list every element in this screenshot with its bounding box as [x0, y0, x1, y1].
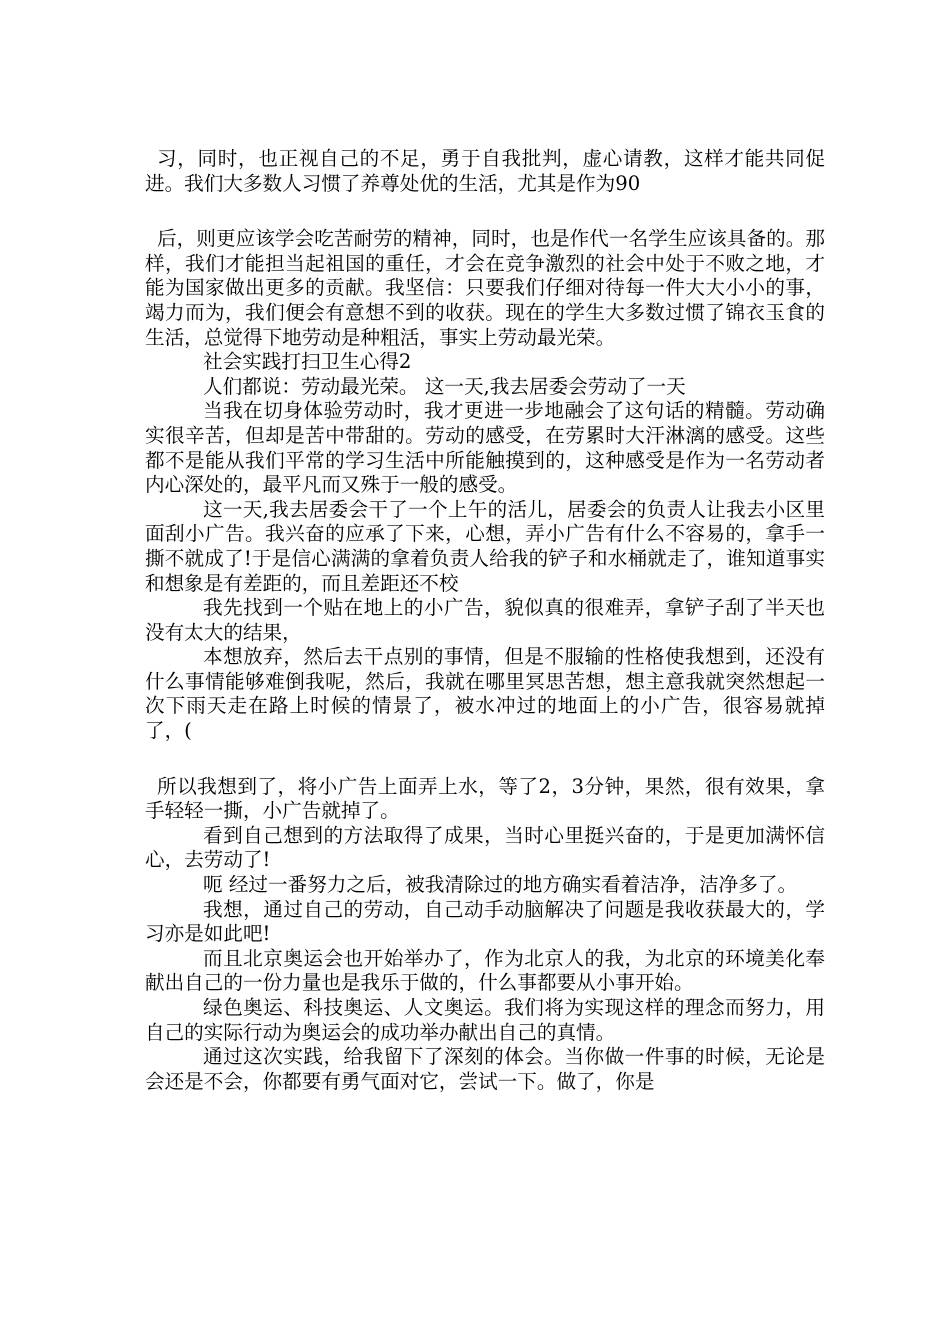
paragraph: 习，同时，也正视自己的不足，勇于自我批判，虚心请教，这样才能共同促进。我们大多数人习惯了养尊处优的生活，尤其是作为90 [145, 147, 825, 195]
paragraph: 而且北京奥运会也开始举办了，作为北京人的我，为北京的环境美化奉献出自己的一份力量也是我乐于做的，什么事都要从小事开始。 [145, 946, 825, 995]
paragraph: 通过这次实践，给我留下了深刻的体会。当你做一件事的时候，无论是会还是不会，你都要有勇气面对它，尝试一下。做了，你是 [145, 1045, 825, 1093]
paragraph: 后，则更应该学会吃苦耐劳的精神，同时，也是作代一名学生应该具备的。那样，我们才能担当起祖国的重任，才会在竞争激烈的社会中处于不败之地，才能为国家做出更多的贡献。我坚信：只要我们仔细对待每一件大大小小的事，竭力而为，我们便会有意想不到的收获。现在的学生大多数过惯了锦衣玉食的生活，总觉得下地劳动是种粗活，事实上劳动最光荣。 [145, 227, 825, 349]
paragraph: 本想放弃，然后去干点别的事情，但是不服输的性格使我想到，还没有什么事情能够难倒我呢，然后，我就在哪里冥思苦想，想主意我就突然想起一次下雨天走在路上时候的情景了，被水冲过的地面上的小广告，很容易就掉了，( [145, 645, 825, 743]
paragraph: 所以我想到了，将小广告上面弄上水，等了2，3分钟，果然，很有效果，拿手轻轻一撕，小广告就掉了。 [145, 774, 825, 823]
paragraph-gap [145, 744, 825, 775]
document-body [145, 147, 825, 1094]
paragraph: 呃 经过一番努力之后，被我清除过的地方确实看着洁净，洁净多了。 [203, 873, 798, 897]
paragraph: 这一天,我去居委会干了一个上午的活儿，居委会的负责人让我去小区里面刮小广告。我兴奋的应承了下来，心想，弄小广告有什么不容易的，拿手一撕不就成了!于是信心满满的拿着负责人给我的铲子和水桶就走了，谁知道事实和想象是有差距的，而且差距还不校 [145, 497, 825, 595]
paragraph: 我想，通过自己的劳动，自己动手动脑解决了问题是我收获最大的，学习亦是如此吧! [145, 897, 825, 946]
paragraph: 我先找到一个贴在地上的小广告，貌似真的很难弄，拿铲子刮了半天也没有太大的结果， [145, 596, 825, 644]
section-heading: 社会实践打扫卫生心得2 [203, 350, 412, 374]
paragraph: 绿色奥运、科技奥运、人文奥运。我们将为实现这样的理念而努力，用自己的实际行动为奥运会的成功举办献出自己的真情。 [145, 996, 825, 1044]
paragraph: 看到自己想到的方法取得了成果，当时心里挺兴奋的，于是更加满怀信心，去劳动了! [145, 823, 825, 872]
paragraph: 人们都说：劳动最光荣。 这一天,我去居委会劳动了一天 [203, 374, 686, 398]
paragraph: 当我在切身体验劳动时，我才更进一步地融会了这句话的精髓。劳动确实很辛苦，但却是苦中带甜的。劳动的感受，在劳累时大汗淋漓的感受。这些都不是能从我们平常的学习生活中所能触摸到的，这种感受是作为一名劳动者内心深处的，最平凡而又殊于一般的感受。 [145, 399, 825, 497]
paragraph-gap [145, 196, 825, 227]
